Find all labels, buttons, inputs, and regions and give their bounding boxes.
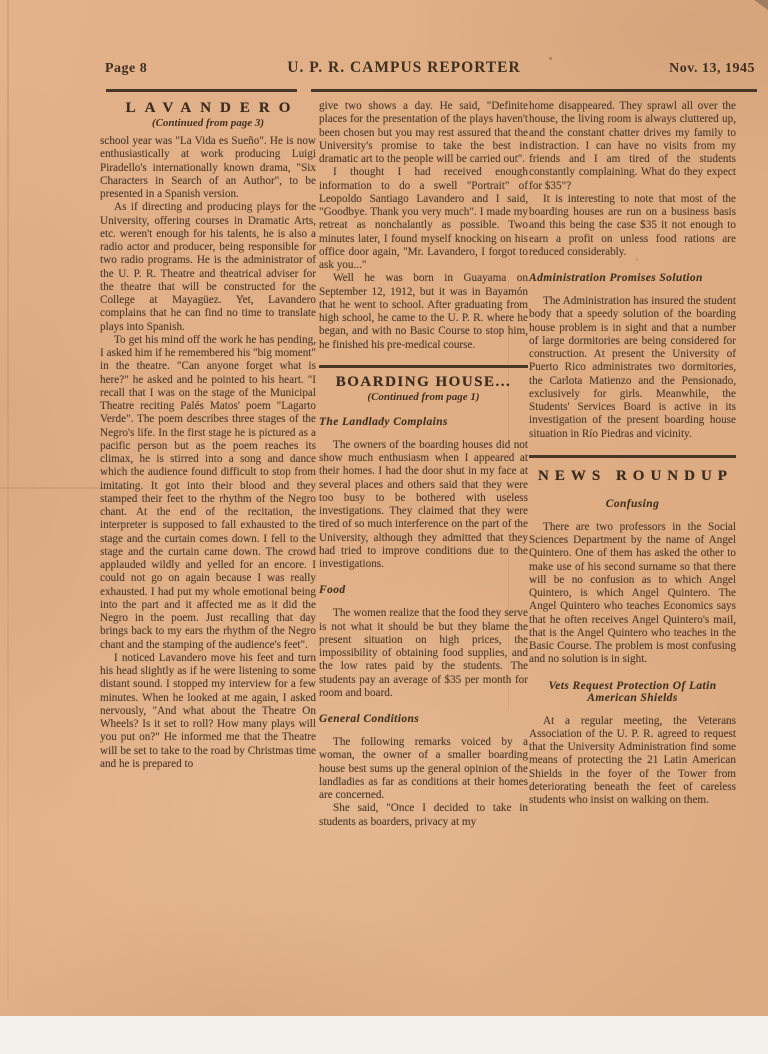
header-rule-right: [311, 89, 757, 92]
continued-from-note: (Continued from page 1): [367, 390, 480, 403]
article-paragraph: It is interesting to note that most of the boarding houses are run on a business basis and this being the case $35 it not enough to earn a profit on unless food rations are reduced considerably.: [529, 192, 736, 258]
section-divider-rule: [529, 455, 736, 458]
article-paragraph: She said, "Once I decided to take in students as boarders, privacy at my: [319, 802, 528, 828]
article-paragraph: There are two professors in the Social Sciences Department by the name of Angel Quintero. One of them has asked the other to make use of his second surname so that there will be no confusion as to which Angel Quintero, is which Angel Quintero. The Angel Quintero who teaches Economics says that he often receives Angel Quintero's mail, that is the Angel Quintero who teaches in the Basic Course. The problem is most confusing and no solution is in sight.: [529, 520, 736, 666]
article-paragraph: As if directing and producing plays for the University, offering courses in Dramatic Arts, etc. weren't enough for his talents, he is also a radio actor and producer, being responsible for two radio programs. He is the administrator of the U. P. R. Theatre and theatrical adviser for the theatre that will be constructed for the College at Mayagüez. Yet, Lavandero complains that he can find no time to translate plays into Spanish.: [100, 201, 316, 333]
subhead-food: Food: [319, 584, 346, 597]
article-news-roundup-title: NEWS ROUNDUP: [538, 467, 733, 484]
article-paragraph: Well he was born in Guayama on September 12, 1912, but it was in Bayamón that he went to school. After graduating from high school, he came to the U. P. R. where he began, and with no Basic Course to stop him, he finished his pre-medical course.: [319, 272, 528, 351]
subhead-general-conditions: General Conditions: [319, 713, 420, 725]
article-paragraph: I noticed Lavandero move his feet and turn his head slightly as if he were listening to some distant sound. I stopped my interview for a few minutes. When he looked at me again, I asked nervously, "And what about the Theatre On Wheels? Is it set to roll? How many plays will you put on?" He informed me that the Theatre will be set to take to the road by Christmas time and he is prepared to: [100, 651, 316, 770]
masthead-title: U. P. R. CAMPUS REPORTER: [287, 59, 521, 76]
article-paragraph: home disappeared. They sprawl all over the house, the living room is always cluttered up, and the constant chatter drives my family to distraction. I can have no visits from my friends and I am tired of the students constantly complaining. What do they expect for $35"?: [529, 100, 736, 192]
subhead-vets-request: Vets Request Protection Of Latin American Shields: [548, 679, 717, 704]
article-boarding-house-title: BOARDING HOUSE...: [335, 373, 512, 390]
subhead-confusing: Confusing: [605, 497, 660, 510]
column-3: [529, 100, 736, 807]
subhead-landlady-complains: The Landlady Complains: [319, 415, 448, 428]
article-paragraph: To get his mind off the work he has pending, I asked him if he remembered his "big moment" in the theatre. "Can anyone forget what is here?" he asked and he pointed to his heart. "I recall that I was on the stage of the Municipal Theatre reciting Palés Matos' poem "Lagarto Verde". The poem describes three stages of the Negro's life. In the first stage he is pictured as a pacific person but as the poem reaches its climax, he is stirred into a song and dance which the audience found difficult to stop from imitating. It got into their blood and they stamped their feet to the rhythm of the Negro chant. At the end of the recitation, the interpreter is supposed to fall exhausted to the stage and the curtain comes down. I fell to the stage and the curtain came down. The crowd applauded wildly and yelled for an encore. I could not go on again because I was really exhausted. I had put my whole emotional being into the part and it affected me as it did the Negro in the poem. Just recalling that day brings back to my ears the rhythm of the Negro chant and the stamping of the audience's feet".: [100, 333, 316, 651]
article-paragraph: The Administration has insured the student body that a speedy solution of the boarding house problem is in sight and that a number of large dormitories are being considered for construction. At present the University of Puerto Rico administrates two dormitories, the Carlota Matienzo and the Pensionado, exclusively for girls. Meanwhile, the Students' Services Board is active in its investigation of the present boarding house situation in Río Piedras and vicinity.: [529, 295, 736, 440]
column-1: [100, 100, 316, 771]
header-rule-left: [106, 89, 297, 92]
article-paragraph: At a regular meeting, the Veterans Association of the U. P. R. agreed to request that the University Administration find some means of protecting the 21 Latin American Shields in the foyer of the Tower from deteriorating beneath the feet of careless students who insist on walking on them.: [529, 714, 736, 806]
article-paragraph: The following remarks voiced by a woman, the owner of a smaller boarding house best sums up the general opinion of the landladies as far as conditions at their homes are concerned.: [319, 736, 528, 801]
paper-crease-vertical-left: [7, 0, 9, 1000]
article-paragraph: I thought I had received enough information to do a swell "Portrait" of Leopoldo Santiago Lavandero and I said, "Goodbye. Thank you very much". I made my retreat as nonchalantly as possible. Two minutes later, I found myself knocking on his office door again, "Mr. Lavandero, I forgot to ask you...": [319, 166, 528, 271]
article-paragraph: school year was "La Vida es Sueño". He is now enthusiastically at work producing Luigi Piradello's internationally known drama, "Six Characters in Search of an Author", to be presented in a Spanish version.: [100, 135, 316, 200]
paper-corner-shadow: [754, 0, 768, 10]
subhead-administration-promises: Administration Promises Solution: [529, 272, 703, 284]
continued-from-note: (Continued from page 3): [151, 117, 265, 129]
article-lavandero-title: LAVANDERO: [125, 100, 300, 116]
section-divider-rule: [319, 365, 528, 368]
article-paragraph: give two shows a day. He said, "Definite places for the presentation of the plays haven't been chosen but you may rest assured that the University's promise to take the best in dramatic art to the people will be carried out".: [319, 100, 528, 165]
page-number: Page 8: [105, 61, 148, 76]
issue-date: Nov. 13, 1945: [669, 61, 755, 76]
article-paragraph: The owners of the boarding houses did not show much enthusiasm when I appeared at their homes. I had the door shut in my face at several places and others said that they were too busy to be bothered with useless investigations. They claimed that they were tired of so much interference on the part of the University, although they admitted that they had tried to improve conditions due to the investigations.: [319, 438, 528, 570]
article-paragraph: The women realize that the food they serve is not what it should be but they blame the present situation on high prices, the impossibility of obtaining food supplies, and the low rates paid by the students. The students pay an average of $35 per month for room and board.: [319, 607, 528, 699]
column-2: [319, 100, 528, 829]
